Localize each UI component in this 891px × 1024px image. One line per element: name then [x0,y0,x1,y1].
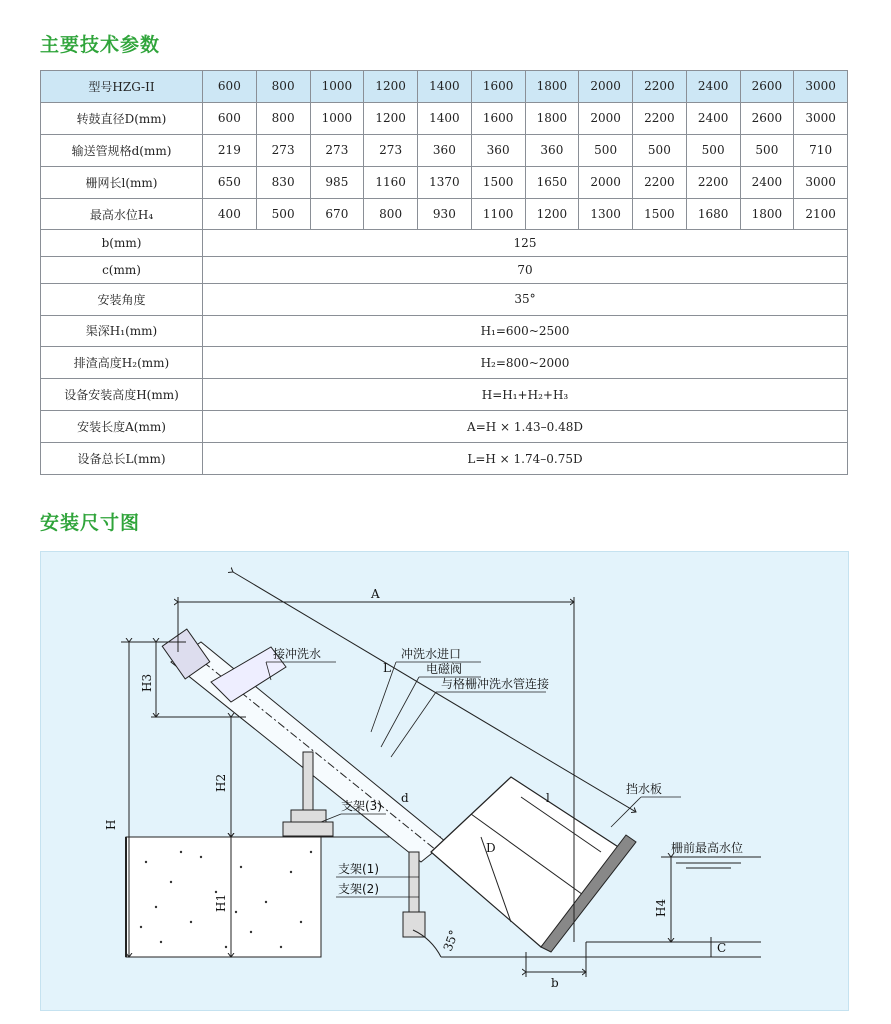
installation-drawing [41,552,848,1010]
dim-b: b [551,976,559,990]
row-value-cell: 2600 [740,102,794,134]
row-value-cell: 1600 [471,102,525,134]
header-model-cell: 1400 [418,71,472,103]
section-title-params: 主要技术参数 [40,34,161,56]
row-value-cell: 1000 [310,102,364,134]
table-row [41,347,848,379]
row-value-cell: 1500 [471,166,525,198]
header-model-cell: 1800 [525,71,579,103]
row-value-cell: 1500 [633,198,687,230]
angle-label: 35° [440,928,462,954]
row-label-cell: 转鼓直径D(mm) [41,102,203,134]
row-span-value-cell: A=H × 1.43–0.48D [203,411,848,443]
row-value-cell: 500 [686,134,740,166]
header-model-cell: 800 [256,71,310,103]
row-value-cell: 273 [364,134,418,166]
dim-L: L [383,661,391,675]
row-value-cell: 360 [418,134,472,166]
dim-H1: H1 [214,893,228,912]
row-value-cell: 2200 [686,166,740,198]
row-label-cell: 设备安装高度H(mm) [41,379,203,411]
row-value-cell: 2000 [579,166,633,198]
row-value-cell: 930 [418,198,472,230]
header-model-cell: 2600 [740,71,794,103]
dim-D: D [486,841,496,855]
drum-screen [431,777,636,952]
dim-A: A [371,587,380,601]
header-model-cell: 1600 [471,71,525,103]
table-row [41,257,848,284]
row-value-cell: 1800 [740,198,794,230]
row-label-cell: b(mm) [41,230,203,257]
table-row [41,411,848,443]
row-value-cell: 3000 [794,166,848,198]
row-value-cell: 273 [310,134,364,166]
row-value-cell: 400 [203,198,257,230]
label-max-level: 栅前最高水位 [671,841,744,855]
table-row [41,443,848,475]
header-label-cell: 型号HZG-II [41,71,203,103]
row-value-cell: 2200 [633,102,687,134]
row-value-cell: 2000 [579,102,633,134]
row-value-cell: 1370 [418,166,472,198]
row-value-cell: 670 [310,198,364,230]
row-span-value-cell: L=H × 1.74–0.75D [203,443,848,475]
dim-d: d [401,791,409,805]
row-value-cell: 985 [310,166,364,198]
table-header-row [41,71,848,103]
row-value-cell: 800 [256,102,310,134]
row-label-cell: c(mm) [41,257,203,284]
table-row [41,283,848,315]
spec-table [40,70,848,475]
table-row [41,198,848,230]
header-model-cell: 2400 [686,71,740,103]
label-baffle: 挡水板 [626,782,663,796]
row-value-cell: 1300 [579,198,633,230]
row-label-cell: 设备总长L(mm) [41,443,203,475]
row-label-cell: 安装长度A(mm) [41,411,203,443]
row-label-cell: 最高水位H₄ [41,198,203,230]
row-value-cell: 500 [256,198,310,230]
row-value-cell: 600 [203,102,257,134]
row-value-cell: 1100 [471,198,525,230]
row-value-cell: 1400 [418,102,472,134]
row-span-value-cell: 70 [203,257,848,284]
row-span-value-cell: H₂=800~2000 [203,347,848,379]
row-value-cell: 2400 [740,166,794,198]
row-value-cell: 273 [256,134,310,166]
label-flush-water: 接冲洗水 [273,647,322,661]
dim-C: C [717,941,727,955]
row-value-cell: 500 [740,134,794,166]
dim-H2: H2 [214,773,228,792]
row-value-cell: 650 [203,166,257,198]
row-span-value-cell: H=H₁+H₂+H₃ [203,379,848,411]
row-value-cell: 1680 [686,198,740,230]
label-support-2: 支架(2) [338,882,379,896]
header-model-cell: 1000 [310,71,364,103]
row-value-cell: 1200 [364,102,418,134]
row-value-cell: 710 [794,134,848,166]
row-value-cell: 1160 [364,166,418,198]
row-label-cell: 渠深H₁(mm) [41,315,203,347]
dim-l: l [546,791,550,805]
row-value-cell: 1650 [525,166,579,198]
section-title-install: 安装尺寸图 [40,512,141,534]
header-model-cell: 2000 [579,71,633,103]
table-row [41,379,848,411]
row-span-value-cell: H₁=600~2500 [203,315,848,347]
row-label-cell: 排渣高度H₂(mm) [41,347,203,379]
label-valve: 电磁阀 [426,662,463,676]
row-value-cell: 830 [256,166,310,198]
row-value-cell: 800 [364,198,418,230]
row-label-cell: 安装角度 [41,283,203,315]
row-value-cell: 1200 [525,198,579,230]
row-label-cell: 栅网长l(mm) [41,166,203,198]
header-model-cell: 600 [203,71,257,103]
header-model-cell: 1200 [364,71,418,103]
row-value-cell: 2200 [633,166,687,198]
row-value-cell: 2100 [794,198,848,230]
label-support-3: 支架(3) [341,799,382,813]
table-row [41,102,848,134]
installation-diagram [40,551,849,1011]
row-value-cell: 2400 [686,102,740,134]
header-model-cell: 3000 [794,71,848,103]
dim-H3: H3 [140,673,154,692]
row-value-cell: 219 [203,134,257,166]
row-span-value-cell: 125 [203,230,848,257]
row-value-cell: 500 [633,134,687,166]
table-row [41,134,848,166]
row-value-cell: 1800 [525,102,579,134]
row-value-cell: 500 [579,134,633,166]
dim-H4: H4 [654,898,668,917]
table-row [41,230,848,257]
row-value-cell: 360 [471,134,525,166]
row-label-cell: 输送管规格d(mm) [41,134,203,166]
dim-H: H [104,819,118,830]
table-row [41,315,848,347]
row-value-cell: 360 [525,134,579,166]
label-connect: 与格栅冲洗水管连接 [441,677,550,691]
table-row [41,166,848,198]
header-model-cell: 2200 [633,71,687,103]
row-value-cell: 3000 [794,102,848,134]
label-support-1: 支架(1) [338,862,379,876]
label-inlet: 冲洗水进口 [401,647,462,661]
row-span-value-cell: 35° [203,283,848,315]
support-1-2 [403,852,425,937]
